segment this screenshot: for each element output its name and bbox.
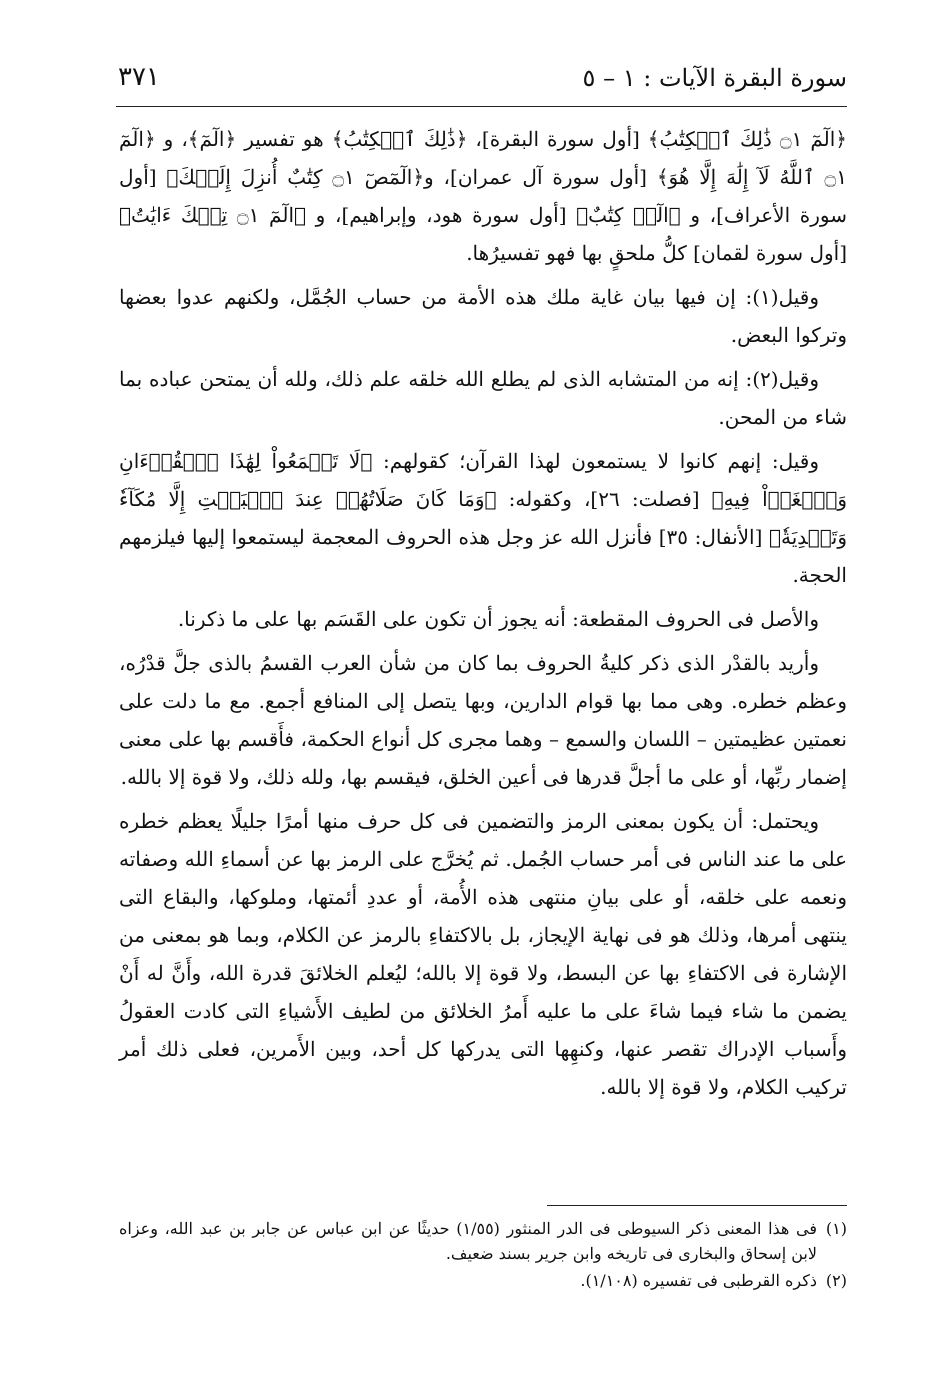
paragraph-1: ﴿الٓمٓ ۝١ ذَٰلِكَ ٱلۡكِتَٰبُ﴾ [أول سورة البقرة]، ﴿ذَٰلِكَ ٱلۡكِتَٰبُ﴾ هو تفسير ﴿الٓمٓ﴾، و ﴿الٓمٓ ۝١ ٱللَّهُ لَآ إِلَٰهَ إِلَّا هُوَ﴾ [أول سورة آل عمران]، و﴿الٓمٓصٓ ۝١ كِتَٰبٌ أُنزِلَ إِلَيۡكَ﴾ [أول سورة الأعراف]، و ﴿الٓرۚ كِتَٰبٌ﴾ [أول سورة هود، وإبراهيم]، و ﴿الٓمٓ ۝١ تِلۡكَ ءَايَٰتُ﴾ [أول سورة لقمان] كلُّ ملحقٍ بها فهو تفسيرُها. xyxy=(119,127,848,265)
footnote-1 xyxy=(119,1216,847,1266)
footnote-text: ذكره القرطبى فى تفسيره (١/١٠٨). xyxy=(580,1271,817,1290)
header-rule xyxy=(116,106,847,107)
footnote-rule xyxy=(547,1205,847,1206)
paragraph-2: وقيل(١): إن فيها بيان غاية ملك هذه الأمة من حساب الجُمَّل، ولكنهم عدوا بعضها وتركوا البعض. xyxy=(119,285,847,347)
paragraph-4: وقيل: إنهم كانوا لا يستمعون لهذا القرآن؛ كقولهم: ﴿لَا تَسۡمَعُواْ لِهَٰذَا ٱلۡقُرۡءَانِ وَٱلۡغَوۡاْ فِيهِ﴾ [فصلت: ٢٦]، وكقوله: ﴿وَمَا كَانَ صَلَاتُهُمۡ عِندَ ٱلۡبَيۡتِ إِلَّا مُكَآءٗ وَتَصۡدِيَةٗ﴾ [الأنفال: ٣٥] فأنزل الله عز وجل هذه الحروف المعجمة ليستمعوا إليها فيلزمهم الحجة. xyxy=(119,449,847,587)
footnote-text: فى هذا المعنى ذكر السيوطى فى الدر المنثور (١/٥٥) حديثًا عن ابن عباس عن جابر بن عبد الله، وعزاه لابن إسحاق والبخارى فى تاريخه وابن جرير بسند ضعيف. xyxy=(119,1219,818,1263)
header-title: سورة البقرة الآيات : ١ – ٥ xyxy=(582,64,847,92)
footnote-2 xyxy=(119,1268,847,1293)
footnote-number: (٢) xyxy=(825,1271,847,1290)
footnote-number: (١) xyxy=(825,1219,847,1238)
paragraph-3: وقيل(٢): إنه من المتشابه الذى لم يطلع الله خلقه علم ذلك، ولله أن يمتحن عباده بما شاء من المحن. xyxy=(119,367,847,429)
main-text xyxy=(119,120,847,1112)
paragraph-6: وأريد بالقدْر الذى ذكر كليةُ الحروف بما كان من شأن العرب القسمُ بالذى جلَّ قدْرُه، وعظم خطره. وهى مما بها قوام الدارين، وبها يتصل إلى المنافع أجمع. مع ما دلت على نعمتين عظيمتين – اللسان والسمع – وهما مجرى كل أنواع الحكمة، فأَقسم بها على معنى إضمار ربِّها، أو على ما أجلَّ قدرها فى أعين الخلق، فيقسم بها، ولله ذلك، ولا قوة إلا بالله. xyxy=(119,651,847,789)
running-header xyxy=(118,60,847,104)
page-number: ٣٧١ xyxy=(118,62,160,92)
paragraph-5: والأصل فى الحروف المقطعة: أنه يجوز أن تكون على القَسَم بها على ما ذكرنا. xyxy=(177,607,819,631)
footnotes xyxy=(119,1216,847,1295)
paragraph-7: ويحتمل: أن يكون بمعنى الرمز والتضمين فى كل حرف منها أمرًا جليلًا يعظم خطره على ما عند الناس فى أمر حساب الجُمل. ثم يُخرَّج على الرمز بها عن أسماءِ الله وصفاته ونعمه على خلقه، أو على بيانِ منتهى هذه الأُمة، أو عددِ أئمتها، وملوكها، والبقاع التى ينتهى أمرها، وذلك هو فى نهاية الإيجاز، بل بالاكتفاءِ بالرمز عن الكلام، وبما هو بمعنى من الإشارة فى الاكتفاءِ بها عن البسط، ولا قوة إلا بالله؛ ليُعلم الخلائقَ قدرة الله، وأَنَّ له أَنْ يضمن ما شاء فيما شاءَ على ما عليه أَمرُ الخلائق من لطيف الأَشياءِ التى كادت العقولُ وأَسباب الإدراك تقصر عنها، وكنهِها التى يدركها كل أحد، وبين الأَمرين، فعلى ذلك أمر تركيب الكلام، ولا قوة إلا بالله. xyxy=(119,809,847,1099)
